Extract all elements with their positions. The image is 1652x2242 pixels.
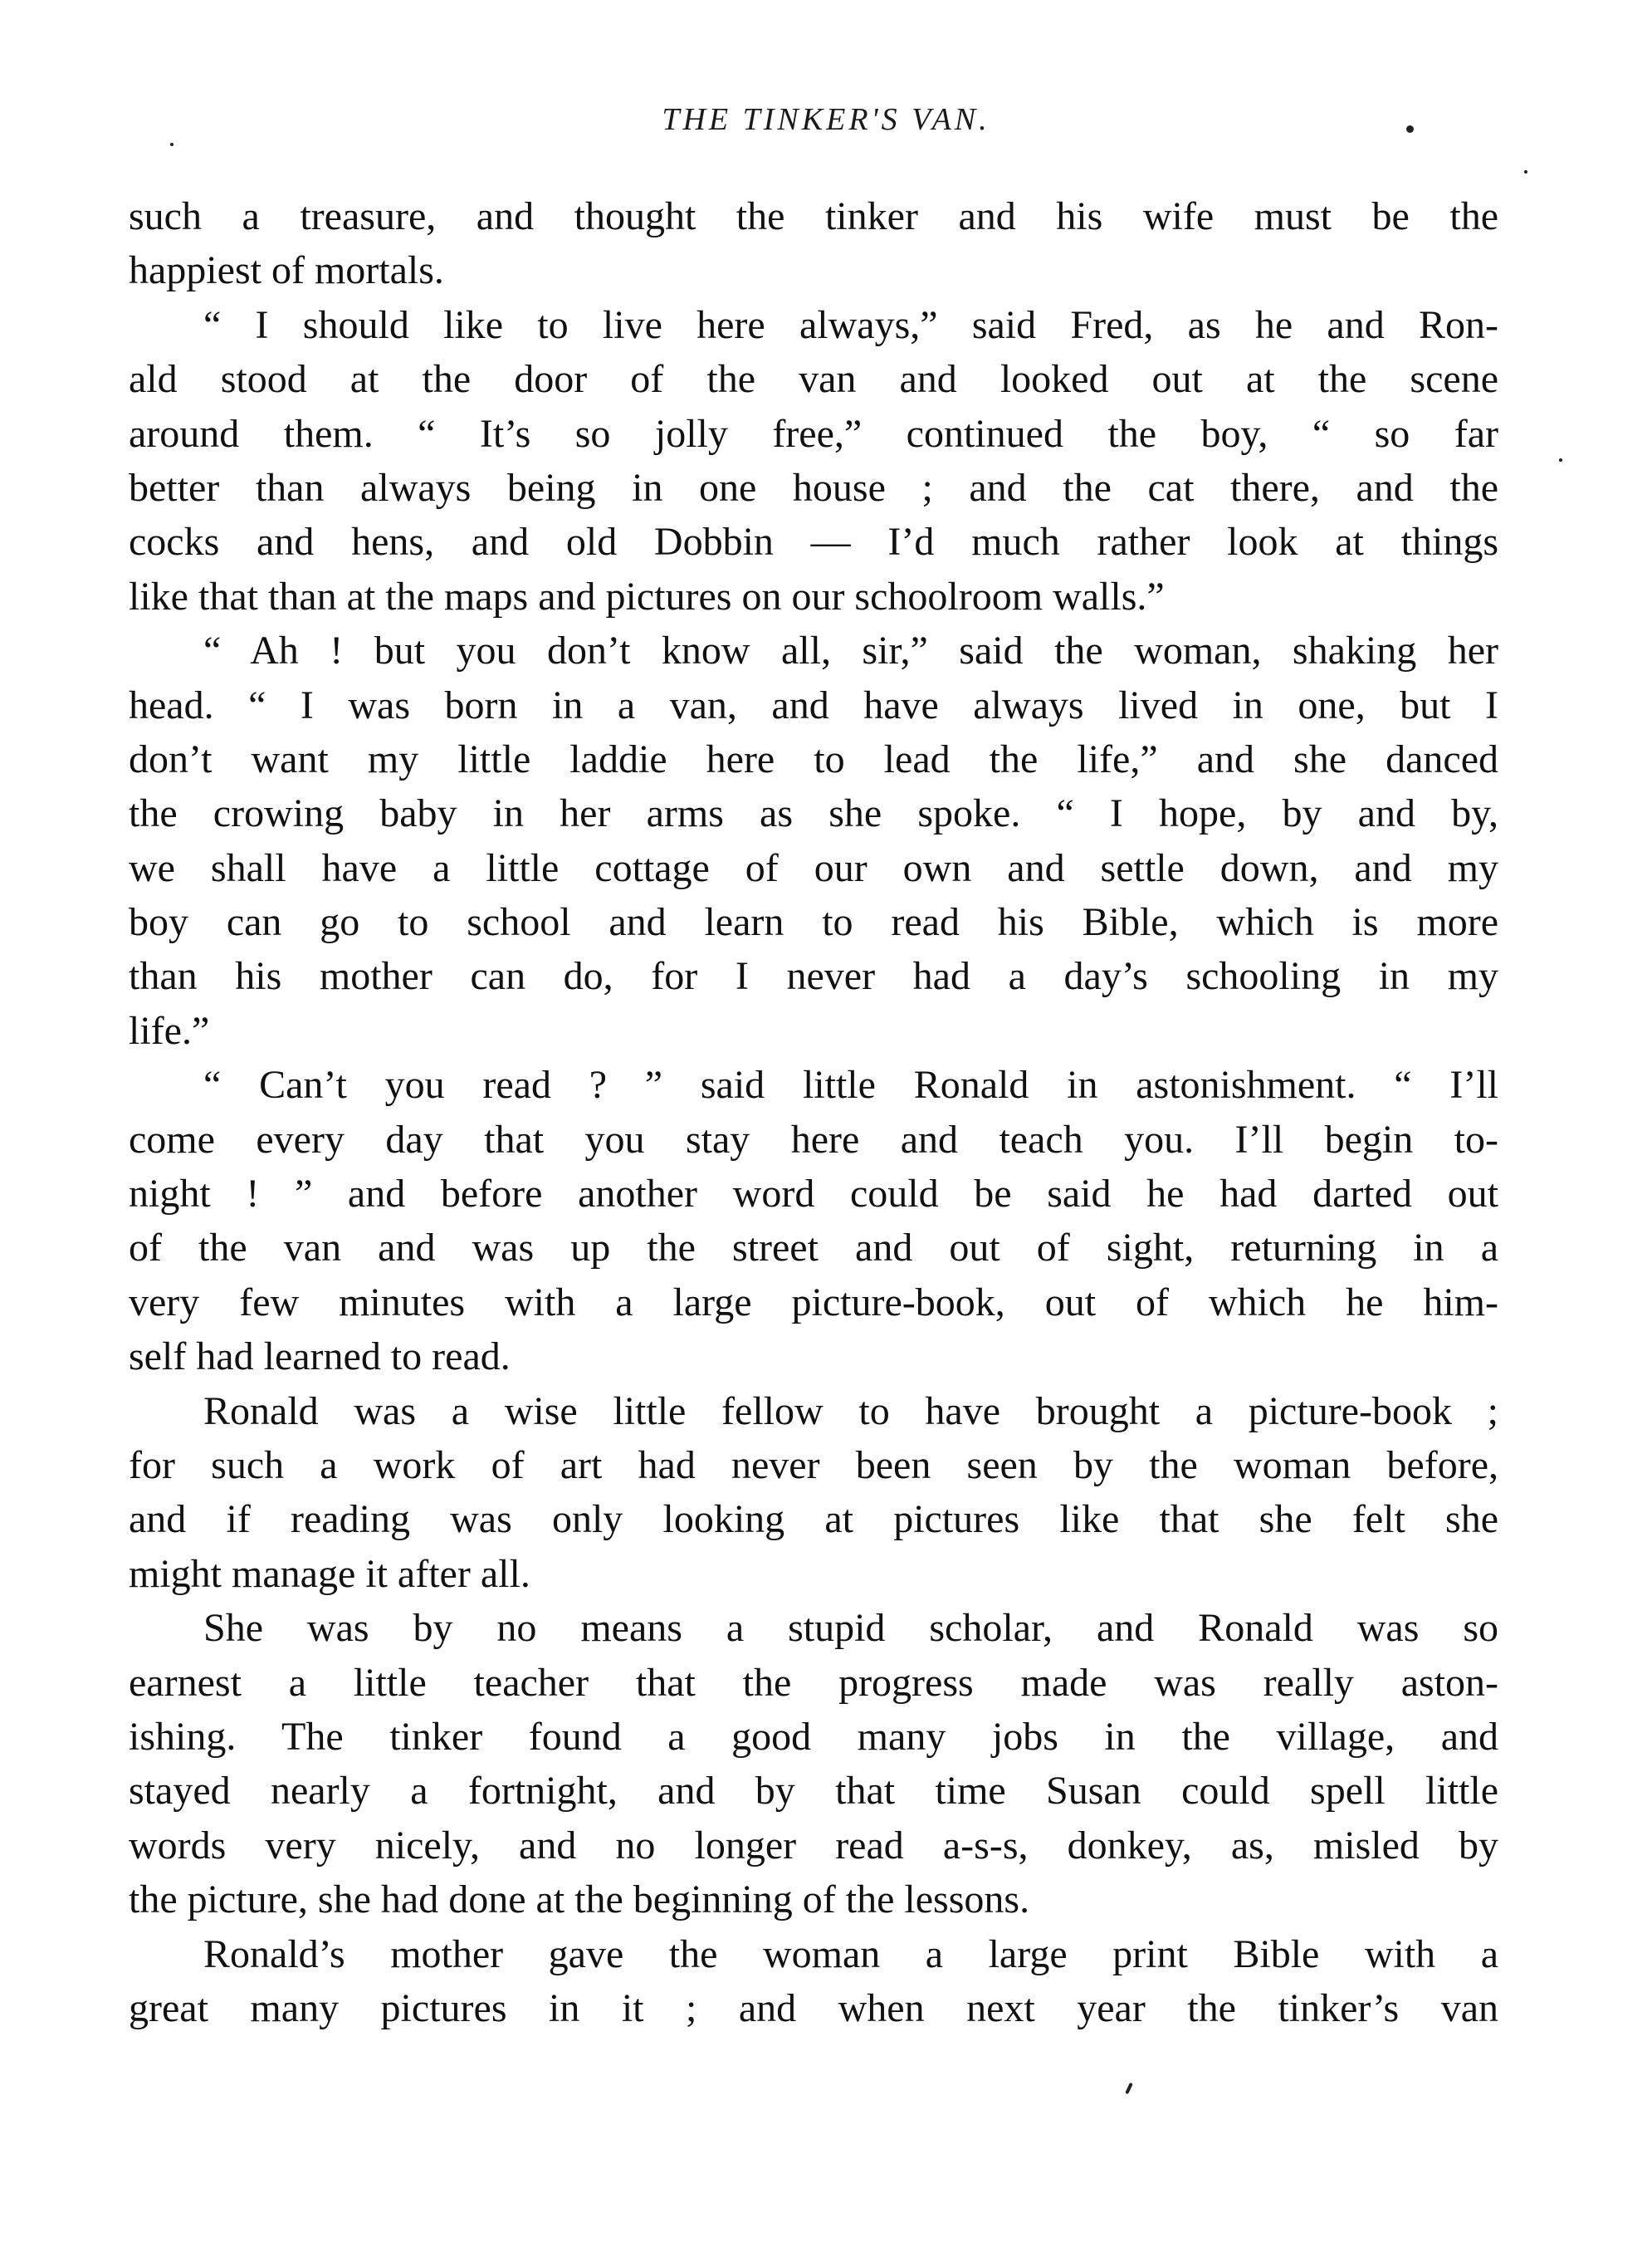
text-line: “ Ah ! but you don’t know all, sir,” said the woman, shaking her [203, 629, 1498, 673]
text-line: than his mother can do, for I never had a day’s schooling in my [129, 954, 1498, 999]
text-line: life.” [129, 1008, 210, 1053]
print-speck [1125, 2083, 1133, 2094]
text-line: “ Can’t you read ? ” said little Ronald in astonishment. “ I’ll [203, 1063, 1498, 1108]
print-speck [1524, 170, 1527, 174]
running-head: THE TINKER'S VAN. [662, 102, 990, 137]
text-line: around them. “ It’s so jolly free,” continued the boy, “ so far [129, 411, 1498, 456]
text-line: earnest a little teacher that the progress made was really aston- [129, 1660, 1498, 1705]
text-line: Ronald’s mother gave the woman a large print Bible with a [203, 1931, 1498, 1976]
text-line: self had learned to read. [129, 1334, 511, 1379]
text-line: Ronald was a wise little fellow to have brought a picture-book ; [203, 1388, 1498, 1433]
text-line: the crowing baby in her arms as she spoke. “ I hope, by and by, [129, 791, 1498, 836]
text-line: don’t want my little laddie here to lead the life,” and she danced [129, 737, 1498, 781]
text-line: She was by no means a stupid scholar, and Ronald was so [203, 1606, 1498, 1651]
text-line: better than always being in one house ; and the cat there, and the [129, 465, 1498, 510]
print-speck [170, 143, 174, 146]
text-line: cocks and hens, and old Dobbin — I’d much rather look at things [129, 520, 1498, 565]
text-line: night ! ” and before another word could be said he had darted out [129, 1172, 1498, 1216]
print-speck [1559, 458, 1562, 462]
text-line: of the van and was up the street and out of sight, returning in a [129, 1226, 1498, 1270]
text-line: such a treasure, and thought the tinker and his wife must be the [129, 194, 1498, 238]
text-line: happiest of mortals. [129, 248, 444, 293]
text-line: ald stood at the door of the van and looked out at the scene [129, 357, 1498, 402]
text-line: very few minutes with a large picture-book, out of which he him- [129, 1280, 1498, 1324]
text-line: great many pictures in it ; and when next year the tinker’s van [129, 1985, 1498, 2030]
text-line: like that than at the maps and pictures on our schoolroom walls.” [129, 574, 1165, 619]
text-line: might manage it after all. [129, 1551, 530, 1596]
text-line: stayed nearly a fortnight, and by that time Susan could spell little [129, 1769, 1498, 1814]
text-line: “ I should like to live here always,” said Fred, as he and Ron- [203, 302, 1498, 347]
text-line: come every day that you stay here and teach you. I’ll begin to- [129, 1117, 1498, 1162]
text-line: words very nicely, and no longer read a-s-s, donkey, as, misled by [129, 1823, 1498, 1868]
print-speck [1406, 125, 1414, 133]
text-line: ishing. The tinker found a good many jobs in the village, and [129, 1714, 1498, 1759]
text-line: head. “ I was born in a van, and have always lived in one, but I [129, 683, 1498, 727]
body-text [129, 189, 1498, 2035]
text-line: for such a work of art had never been seen by the woman before, [129, 1442, 1498, 1487]
text-line: boy can go to school and learn to read his Bible, which is more [129, 900, 1498, 945]
text-line: the picture, she had done at the beginning of the lessons. [129, 1877, 1030, 1922]
text-line: and if reading was only looking at pictures like that she felt she [129, 1497, 1498, 1542]
text-line: we shall have a little cottage of our own and settle down, and my [129, 845, 1498, 890]
